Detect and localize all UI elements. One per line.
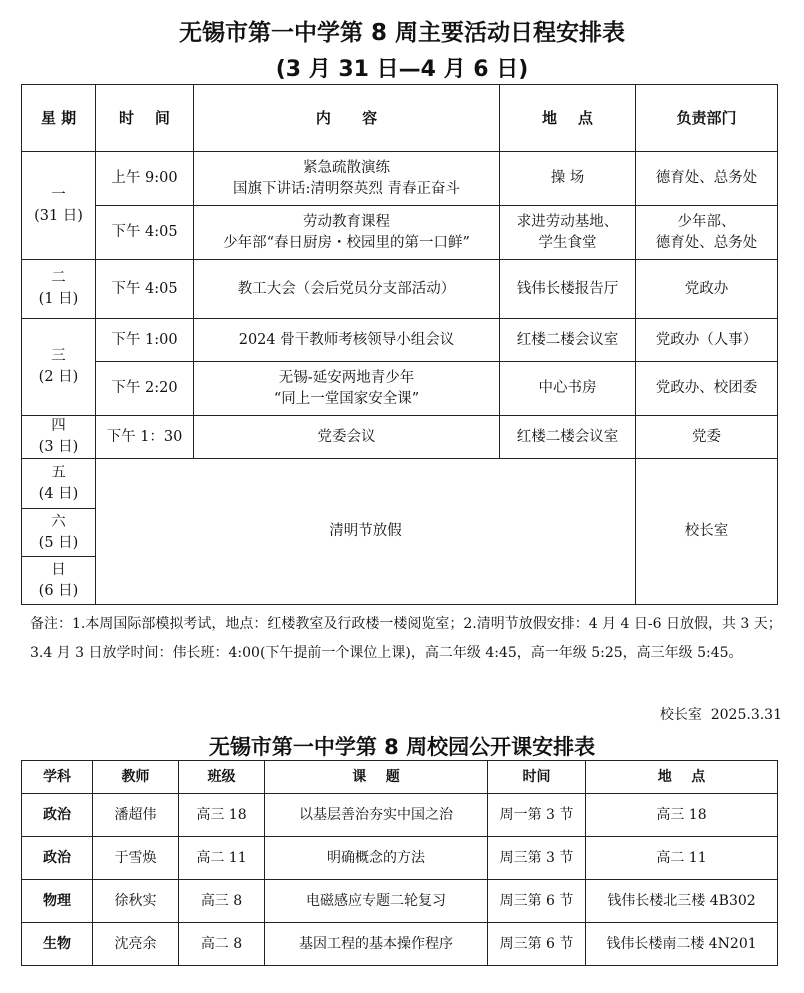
header-place: 地 点 [500,85,636,152]
course-time: 周一第 3 节 [488,794,586,837]
table-row [22,319,778,362]
course-time: 周三第 6 节 [488,880,586,923]
content-line: 紧急疏散演练 [303,159,390,176]
weekday-date: (3 日) [38,439,79,455]
table-row [22,260,778,319]
header-teacher: 教师 [93,761,179,794]
event-department: 德育处、总务处 [636,152,778,206]
event-time: 上午 9:00 [96,152,194,206]
table-row [22,923,778,966]
course-class: 高二 8 [179,923,265,966]
weekday-date: (2 日) [38,369,79,385]
event-content [194,362,500,416]
course-subject: 生物 [22,923,93,966]
course-subject: 政治 [22,837,93,880]
course-teacher: 于雪焕 [93,837,179,880]
holiday-department: 校长室 [636,459,778,605]
header-subject: 学科 [22,761,93,794]
weekday-cell [22,319,96,416]
courses-header-row [22,761,778,794]
table-row [22,362,778,416]
course-place: 高三 18 [586,794,778,837]
department-line: 少年部、 [677,213,736,230]
weekday-date: (5 日) [38,534,79,551]
weekday-name: 五 [51,464,66,481]
event-place [500,206,636,260]
table-row [22,152,778,206]
place-line: 求进劳动基地、 [516,213,619,230]
course-place: 高二 11 [586,837,778,880]
weekday-cell [22,260,96,319]
open-class-table [21,760,778,966]
course-topic: 基因工程的基本操作程序 [265,923,488,966]
table-row [22,459,778,509]
course-class: 高二 11 [179,837,265,880]
course-teacher: 徐秋实 [93,880,179,923]
event-department: 党政办 [636,260,778,319]
event-time: 下午 1:00 [96,319,194,362]
schedule-header-row [22,85,778,152]
course-class: 高三 8 [179,880,265,923]
course-time: 周三第 6 节 [488,923,586,966]
header-time: 时 间 [96,85,194,152]
department-line: 德育处、总务处 [655,234,758,251]
content-line: 无锡-延安两地青少年 [278,369,415,386]
header-course-place: 地 点 [586,761,778,794]
event-place: 红楼二楼会议室 [500,319,636,362]
weekday-name: 四 [51,418,66,434]
content-line: 劳动教育课程 [303,213,390,230]
courses-title: 无锡市第一中学第 8 周校园公开课安排表 [208,735,596,759]
schedule-date-range: (3 月 31 日—4 月 6 日) [275,57,529,82]
weekday-name: 三 [51,348,66,364]
course-place: 钱伟长楼南二楼 4N201 [586,923,778,966]
weekday-date: (31 日) [34,207,83,224]
course-class: 高三 18 [179,794,265,837]
weekday-name: 二 [51,270,66,286]
weekday-cell [22,557,96,605]
event-department: 党政办、校团委 [636,362,778,416]
course-topic: 以基层善治夯实中国之治 [265,794,488,837]
weekday-cell [22,152,96,260]
event-time: 下午 4:05 [96,206,194,260]
course-time: 周三第 3 节 [488,837,586,880]
weekday-cell [22,416,96,459]
event-content: 2024 骨干教师考核领导小组会议 [194,319,500,362]
course-subject: 政治 [22,794,93,837]
event-content [194,152,500,206]
header-course-time: 时间 [488,761,586,794]
content-line: 少年部“春日厨房・校园里的第一口鲜” [223,234,470,251]
event-content: 教工大会（会后党员分支部活动） [194,260,500,319]
course-teacher: 沈亮余 [93,923,179,966]
course-topic: 明确概念的方法 [265,837,488,880]
content-line: 国旗下讲话:清明祭英烈 青春正奋斗 [233,180,460,197]
header-class: 班级 [179,761,265,794]
event-content: 党委会议 [194,416,500,459]
weekday-name: 日 [51,561,66,578]
weekday-name: 六 [51,513,66,530]
event-place: 红楼二楼会议室 [500,416,636,459]
event-time: 下午 4:05 [96,260,194,319]
remark-note: 备注：1.本周国际部模拟考试，地点：红楼教室及行政楼一楼阅览室；2.清明节放假安排：4 月 4 日-6 日放假，共 3 天；3.4 月 3 日放学时间：伟长班：4:00(下午提前一个课位上课)，高二年级 4:45，高一年级 5:25，高三年级 5:45。 [30,616,782,661]
event-place: 中心书房 [500,362,636,416]
table-row [22,794,778,837]
weekday-name: 一 [51,186,66,203]
event-time: 下午 1：30 [96,416,194,459]
table-row [22,880,778,923]
content-line: “同上一堂国家安全课” [273,390,420,407]
weekday-cell [22,509,96,557]
header-department: 负责部门 [636,85,778,152]
course-teacher: 潘超伟 [93,794,179,837]
weekday-cell [22,459,96,509]
signature: 校长室 2025.3.31 [659,707,782,723]
header-weekday: 星 期 [22,85,96,152]
course-topic: 电磁感应专题二轮复习 [265,880,488,923]
event-department [636,206,778,260]
table-row [22,416,778,459]
weekday-date: (1 日) [38,291,79,307]
event-place: 操 场 [500,152,636,206]
weekday-date: (6 日) [38,582,79,599]
event-department: 党委 [636,416,778,459]
course-place: 钱伟长楼北三楼 4B302 [586,880,778,923]
holiday-content: 清明节放假 [96,459,636,605]
table-row [22,837,778,880]
schedule-title: 无锡市第一中学第 8 周主要活动日程安排表 [178,20,626,46]
place-line: 学生食堂 [538,234,597,251]
event-time: 下午 2:20 [96,362,194,416]
event-department: 党政办（人事） [636,319,778,362]
table-row [22,206,778,260]
weekday-date: (4 日) [38,485,79,502]
course-subject: 物理 [22,880,93,923]
header-content: 内 容 [194,85,500,152]
event-content [194,206,500,260]
header-topic: 课 题 [265,761,488,794]
weekly-schedule-table [21,84,778,605]
event-place: 钱伟长楼报告厅 [500,260,636,319]
